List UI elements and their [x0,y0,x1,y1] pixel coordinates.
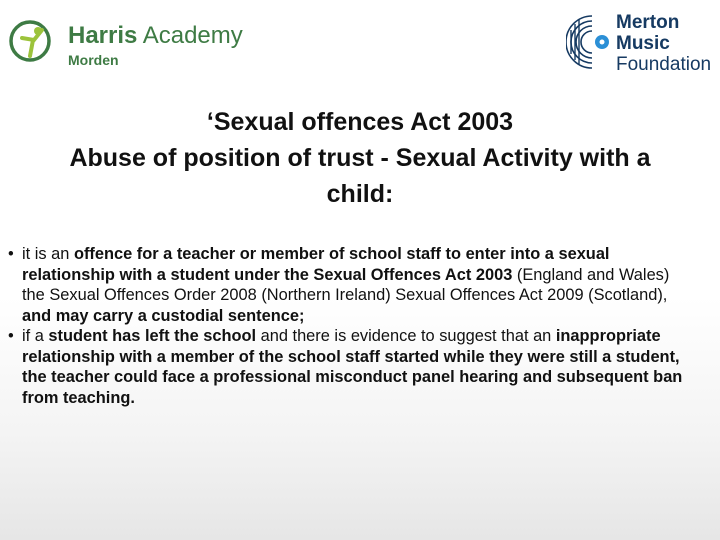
bullet-item [8,326,688,408]
title-line-2: Abuse of position of trust - Sexual Activity with a [69,144,651,172]
merton-line1: Merton [616,12,680,33]
harris-name: Harris Academy [68,22,243,49]
merton-music-foundation-logo [566,12,716,74]
merton-line3: Foundation [616,54,712,75]
slide-title [20,104,700,212]
merton-wordmark [616,12,711,75]
harris-location: Morden [68,52,119,68]
bullet-list [8,244,688,408]
title-line-1: ‘Sexual offences Act 2003 [206,108,514,136]
bullet-marker: • [8,327,14,345]
bullet-text: if a student has left the school and there is evidence to suggest that an inappropriate relationship with a member of the school staff started while they were still a student, the teacher could face a professional misconduct panel hearing and subsequent ban from teaching. [22,327,683,407]
merton-line2: Music [616,33,670,54]
title-line-3: child: [326,180,394,208]
soundwave-disc-icon [566,12,616,72]
harris-academy-logo [8,16,248,72]
bullet-marker: • [8,245,14,263]
bullet-item [8,244,688,326]
bullet-text: it is an offence for a teacher or member of school staff to enter into a sexual relationship with a student under the Sexual Offences Act 2003 (England and Wales) the Sexual Offences Order 2008 (Northern Ireland) Sexual Offences Act 2009 (Scotland), and may carry a custodial sentence; [22,245,670,325]
harris-figure-icon [8,16,58,66]
